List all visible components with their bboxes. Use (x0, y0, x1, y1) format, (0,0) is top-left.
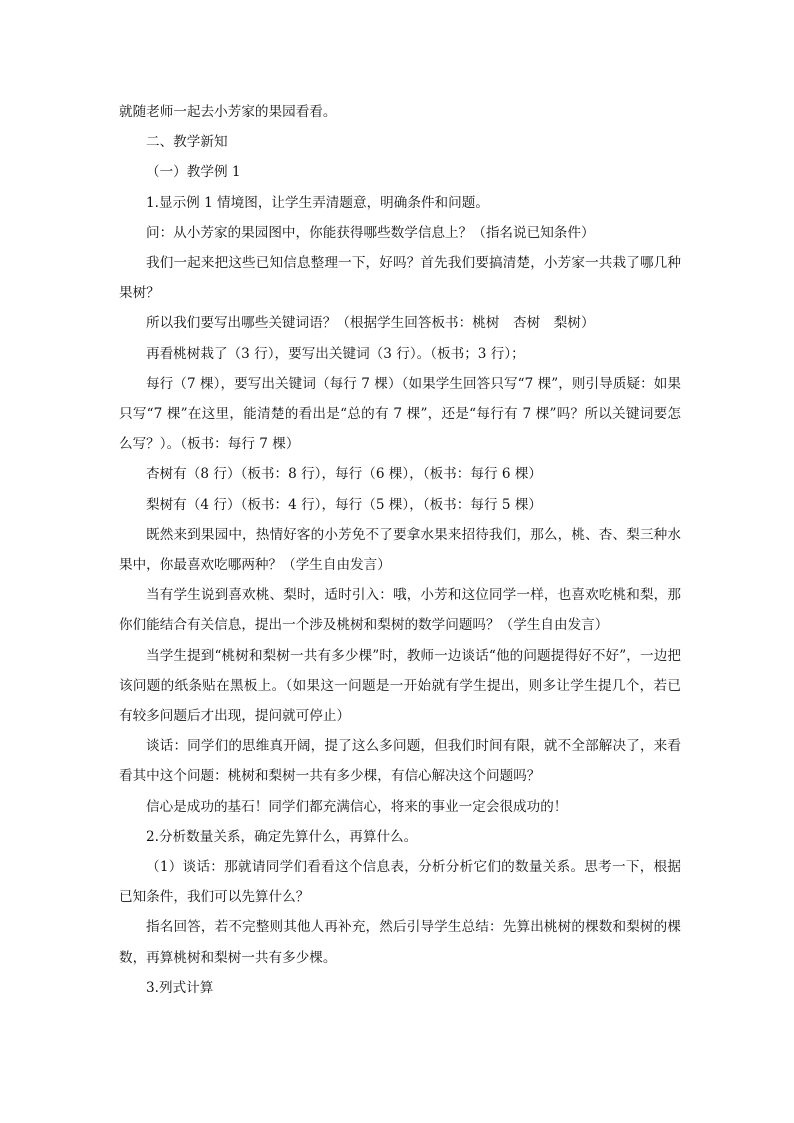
paragraph-apricot: 杏树有（8 行）（板书：8 行），每行（6 棵），（板书：每行 6 棵） (146, 466, 543, 483)
step-1-heading: 1.显示例 1 情境图，让学生弄清题意，明确条件和问题。 (146, 194, 489, 211)
subsection-heading-example-1: （一）教学例 1 (146, 164, 241, 181)
document-body (119, 97, 681, 1003)
paragraph-per-row: 每行（7 棵），要写出关键词（每行 7 棵）（如果学生回答只写“7 棵”，则引导质疑：如果只写“7 棵”在这里，能清楚的看出是“总的有 7 棵”，还是“每行有 7 棵”吗？所以关键词要怎么写？）。（板书：每行 7 棵） (119, 375, 681, 453)
paragraph-peach-pear-question: 当有学生说到喜欢桃、梨时，适时引入：哦，小芳和这位同学一样，也喜欢吃桃和梨，那你们能结合有关信息，提出一个涉及桃树和梨树的数学问题吗？（学生自由发言） (119, 587, 681, 634)
paragraph-keywords: 所以我们要写出哪些关键词语？（根据学生回答板书：桃树 杏树 梨树） (146, 315, 595, 332)
paragraph-favorite-fruit: 既然来到果园中，热情好客的小芳免不了要拿水果来招待我们，那么，桃、杏、梨三种水果中，你最喜欢吃哪两种？（学生自由发言） (119, 526, 681, 574)
paragraph-dialogue: 谈话：同学们的思维真开阔，提了这么多问题，但我们时间有限，就不全部解决了，来看看其中这个问题：桃树和梨树一共有多少棵，有信心解决这个问题吗？ (119, 738, 681, 785)
paragraph-peach-rows: 再看桃树栽了（3 行），要写出关键词（3 行）。（板书；3 行）； (146, 345, 525, 362)
paragraph-pear: 梨树有（4 行）（板书：4 行），每行（5 棵），（板书：每行 5 棵） (146, 496, 543, 513)
paragraph-analysis: （1）谈话：那就请同学们看看这个信息表，分析分析它们的数量关系。思考一下，根据已知条件，我们可以先算什么？ (119, 859, 681, 906)
paragraph-summary: 指名回答，若不完整则其他人再补充，然后引导学生总结：先算出桃树的棵数和梨树的棵数，再算桃树和梨树一共有多少棵。 (119, 919, 681, 966)
paragraph-organize-info: 我们一起来把这些已知信息整理一下，好吗？首先我们要搞清楚，小芳家一共栽了哪几种果树？ (119, 255, 681, 302)
section-heading-new-knowledge: 二、教学新知 (146, 134, 228, 151)
step-2-heading: 2.分析数量关系，确定先算什么，再算什么。 (146, 828, 418, 845)
paragraph-question: 问：从小芳家的果园图中，你能获得哪些数学信息上？（指名说已知条件） (146, 224, 595, 241)
step-3-heading: 3.列式计算 (146, 979, 214, 996)
paragraph-intro-continuation: 就随老师一起去小芳家的果园看看。 (119, 104, 337, 120)
paragraph-confidence: 信心是成功的基石！同学们都充满信心，将来的事业一定会很成功的！ (146, 798, 568, 815)
paragraph-teacher-talk: 当学生提到“桃树和梨树一共有多少棵”时，教师一边谈话“他的问题提得好不好”，一边把该问题的纸条贴在黑板上。（如果这一问题是一开始就有学生提出，则多让学生提几个，若已有较多问题后才出现，提问就可停止） (119, 647, 681, 725)
